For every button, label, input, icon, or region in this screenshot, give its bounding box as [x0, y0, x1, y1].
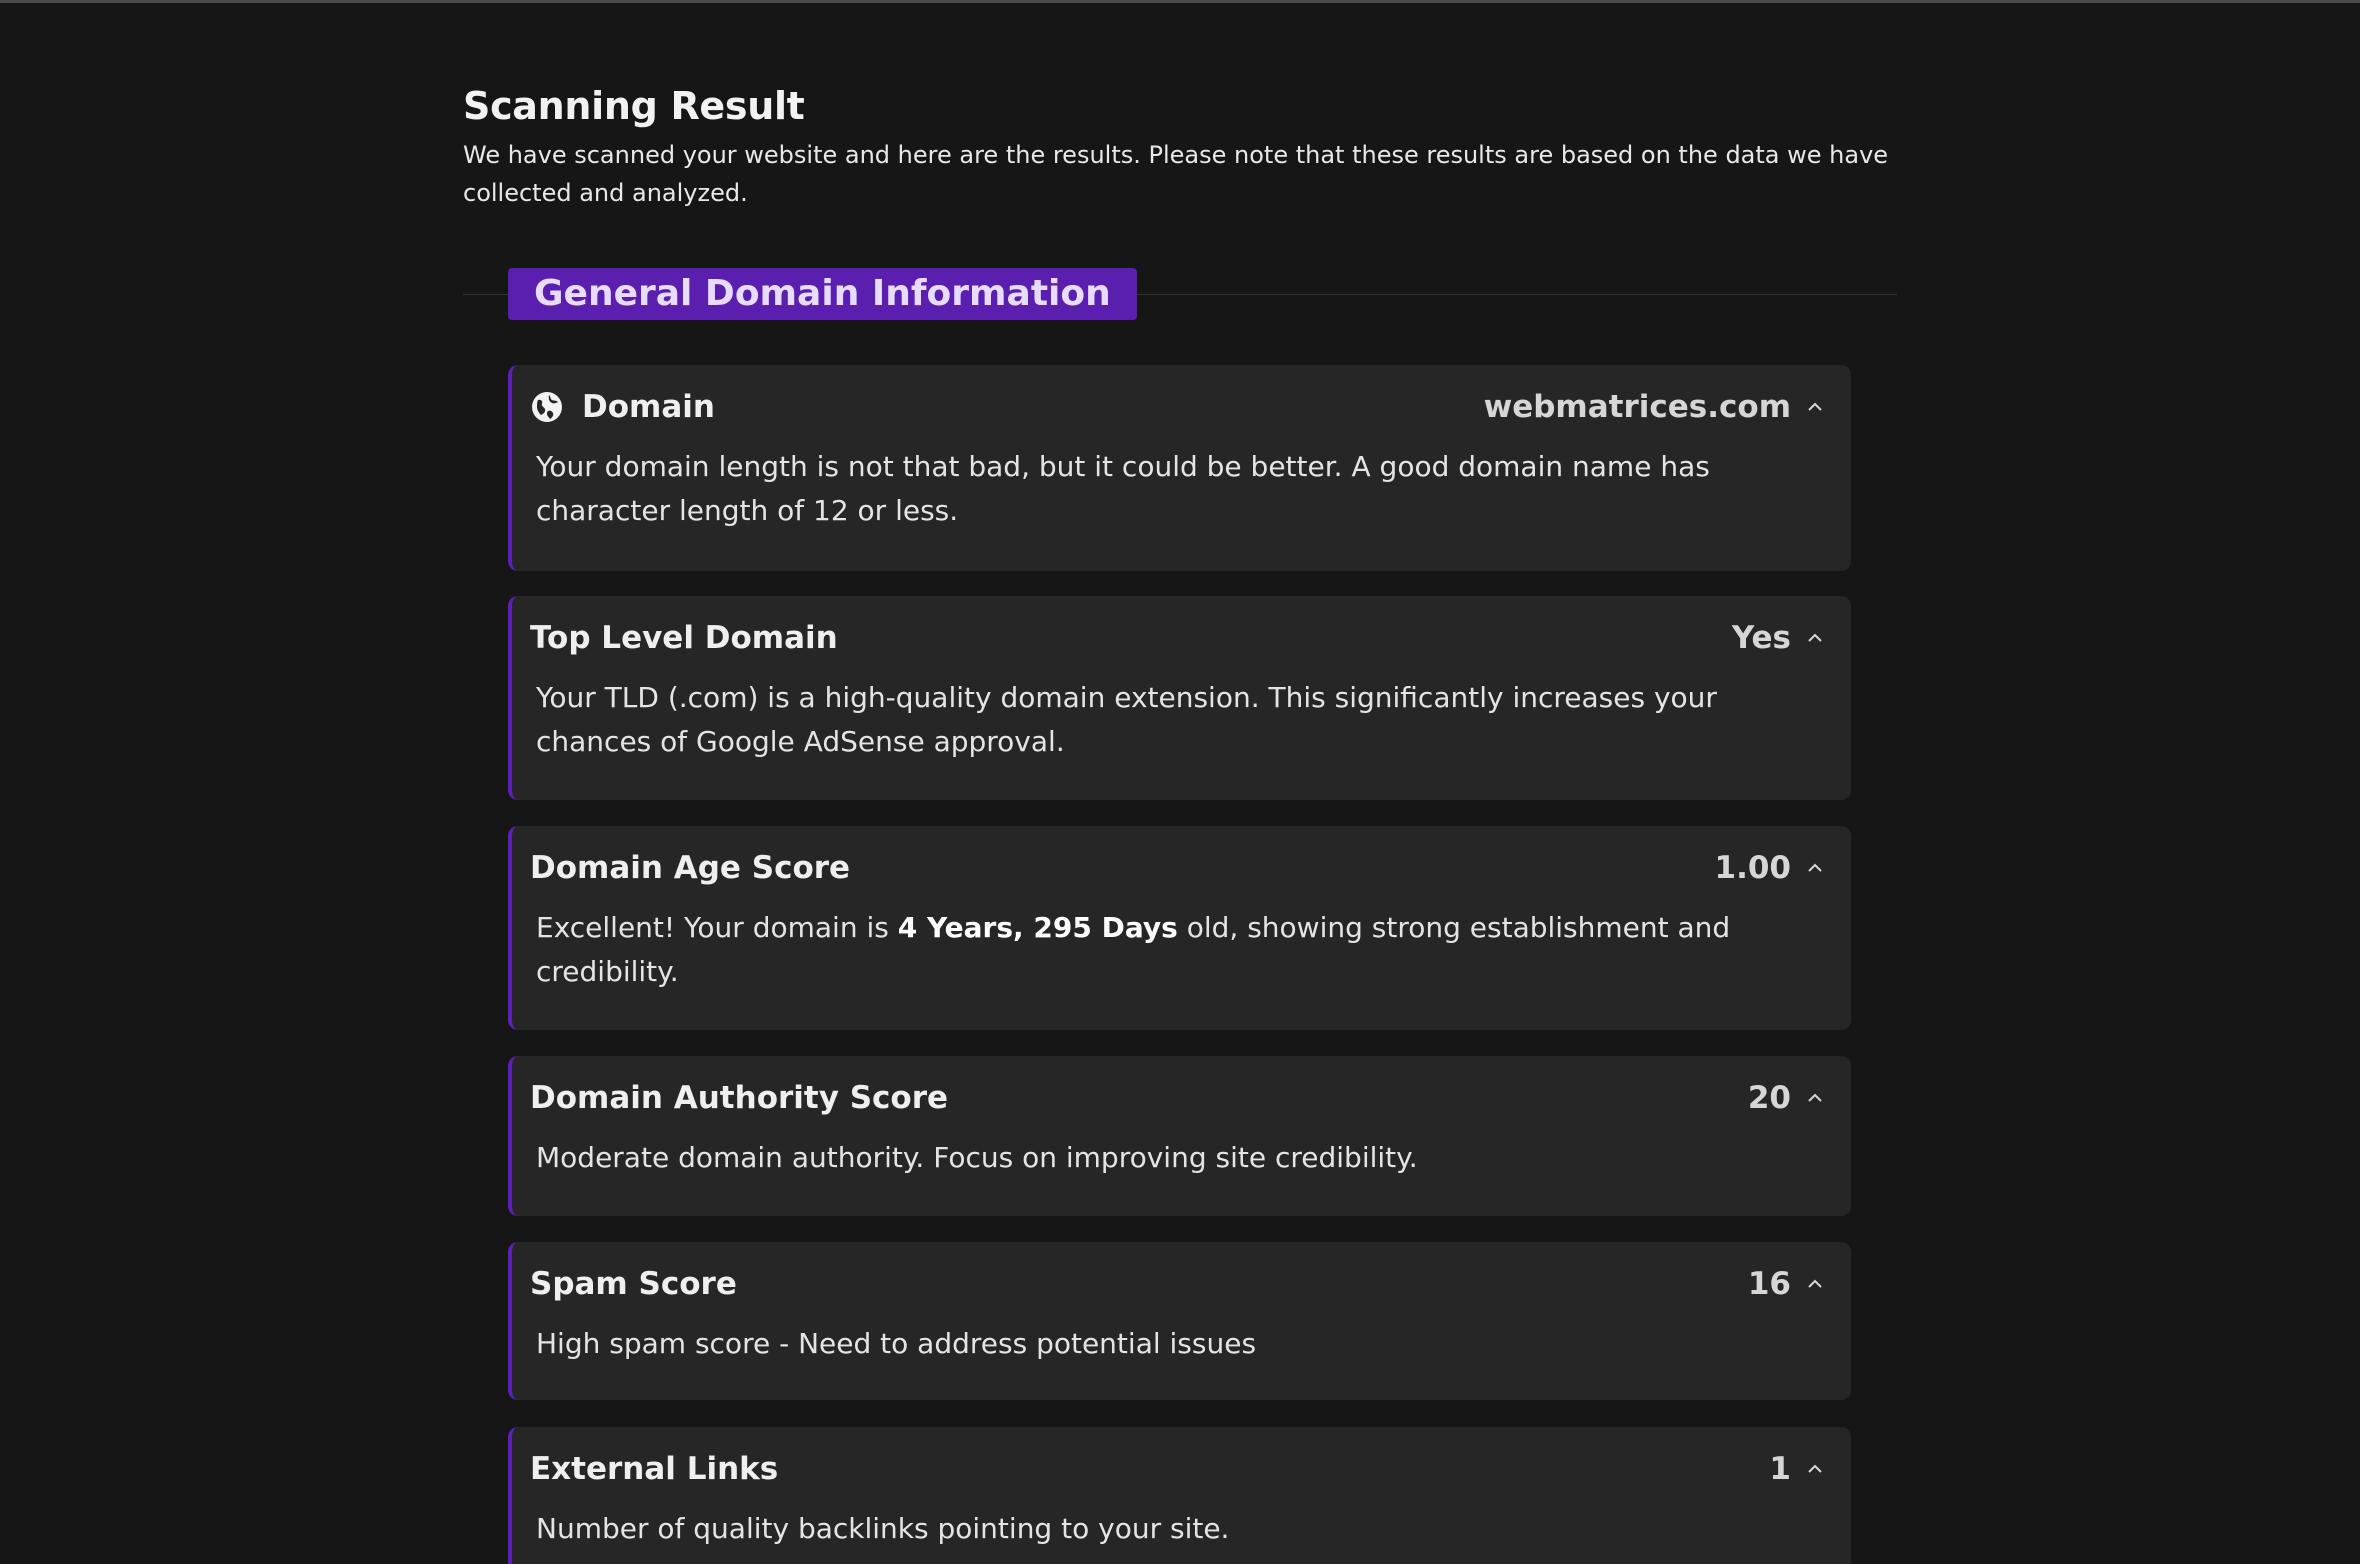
age-text-before: Excellent! Your domain is	[536, 911, 898, 944]
card-label: Domain Age Score	[530, 850, 851, 886]
chevron-up-icon[interactable]	[1801, 1270, 1829, 1298]
chevron-up-icon[interactable]	[1801, 393, 1829, 421]
domain-age-value: 4 Years, 295 Days	[897, 911, 1178, 944]
card-label: Spam Score	[530, 1266, 737, 1302]
chevron-up-icon[interactable]	[1801, 1455, 1829, 1483]
card-description: Your domain length is not that bad, but it could be better. A good domain name has character length of 12 or less.	[536, 450, 1710, 527]
age-text-after: old, showing strong establishment and credibility.	[536, 911, 1731, 988]
page-intro: We have scanned your website and here are the results. Please note that these results are based on the data we have collected and analyzed.	[463, 141, 1889, 207]
card-description: Your TLD (.com) is a high-quality domain extension. This significantly increases your chances of Google AdSense approval.	[536, 681, 1717, 758]
tld-card-header[interactable]	[530, 614, 1829, 662]
external-links-card-header[interactable]	[530, 1445, 1829, 1493]
card-value: 1.00	[1714, 850, 1791, 886]
card-value: 1	[1769, 1451, 1791, 1487]
card-description	[536, 906, 1771, 994]
spam-score-card-header[interactable]	[530, 1260, 1829, 1308]
domain-age-card	[508, 826, 1851, 1030]
page-title: Scanning Result	[463, 84, 805, 128]
card-value: Yes	[1731, 620, 1791, 656]
spam-score-card	[508, 1242, 1851, 1400]
domain-age-card-header[interactable]	[530, 844, 1829, 892]
card-label: Domain	[582, 389, 715, 425]
card-value: 20	[1747, 1080, 1791, 1116]
globe-icon	[530, 390, 564, 424]
card-value: webmatrices.com	[1483, 389, 1791, 425]
card-description: Number of quality backlinks pointing to your site.	[536, 1512, 1230, 1545]
card-label: External Links	[530, 1451, 779, 1487]
card-label: Top Level Domain	[530, 620, 838, 656]
chevron-up-icon[interactable]	[1801, 624, 1829, 652]
card-value: 16	[1747, 1266, 1791, 1302]
top-border	[0, 0, 2360, 3]
external-links-card	[508, 1427, 1851, 1564]
card-description: High spam score - Need to address potential issues	[536, 1327, 1257, 1360]
tld-card	[508, 596, 1851, 800]
domain-authority-card	[508, 1056, 1851, 1216]
domain-authority-card-header[interactable]	[530, 1074, 1829, 1122]
domain-card	[508, 365, 1851, 571]
section-header	[463, 268, 1897, 320]
domain-card-header[interactable]	[530, 383, 1829, 431]
card-description: Moderate domain authority. Focus on improving site credibility.	[536, 1141, 1418, 1174]
chevron-up-icon[interactable]	[1801, 854, 1829, 882]
section-title: General Domain Information	[508, 268, 1137, 320]
card-label: Domain Authority Score	[530, 1080, 949, 1116]
chevron-up-icon[interactable]	[1801, 1084, 1829, 1112]
